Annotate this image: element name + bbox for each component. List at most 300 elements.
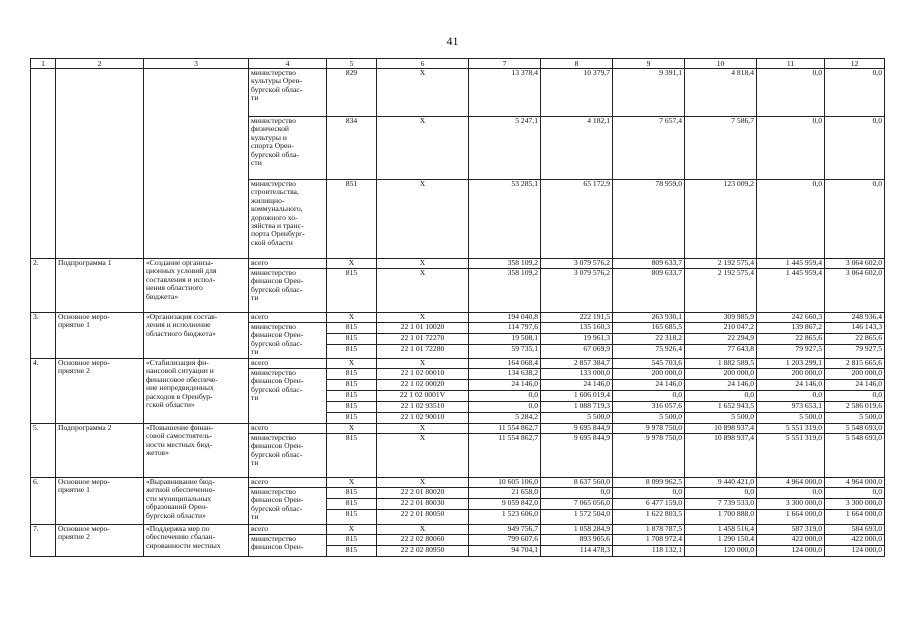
value-cell-text: 1 700 888,0 [717, 509, 754, 518]
value-cell [541, 478, 613, 488]
kbk-cell [377, 323, 469, 334]
name-cell [144, 424, 249, 478]
value-cell-text: 2 586 019,6 [845, 401, 882, 410]
code-cell [327, 313, 377, 323]
value-cell [825, 391, 885, 402]
value-cell [613, 117, 685, 180]
value-cell-text: 19 961,3 [583, 333, 610, 342]
kbk-cell-text: X [419, 423, 426, 432]
code-cell [327, 380, 377, 391]
value-cell [685, 535, 757, 546]
value-cell-text: 210 047,2 [723, 322, 754, 331]
number-cell-text: 3. [33, 312, 39, 321]
kbk-cell-text: 22 2 02 80950 [400, 545, 445, 554]
code-cell [327, 180, 377, 259]
value-cell-text: 0,0 [872, 68, 882, 77]
kbk-cell [377, 313, 469, 323]
value-cell-text: 114 797,6 [507, 322, 538, 331]
value-cell-text: 949 756,7 [507, 524, 538, 533]
name-cell [144, 359, 249, 424]
value-cell [613, 345, 685, 359]
value-cell [685, 510, 757, 525]
number-cell-text: 4. [33, 358, 39, 367]
status-cell-text: Подпрограмма 1 [58, 258, 112, 267]
value-cell [613, 313, 685, 323]
value-cell [825, 369, 885, 380]
value-cell-text: 5 500,0 [799, 412, 822, 421]
table-row [31, 69, 885, 117]
value-cell-text: 165 685,5 [651, 322, 682, 331]
value-cell [613, 369, 685, 380]
value-cell-text: 316 057,6 [651, 401, 682, 410]
value-cell-text: 1 058 284,9 [573, 524, 610, 533]
value-cell [825, 334, 885, 345]
value-cell-text: 7 586,7 [731, 116, 754, 125]
value-cell [825, 510, 885, 525]
value-cell [613, 391, 685, 402]
value-cell-text: 123 009,2 [723, 179, 754, 188]
col-header: 6 [377, 59, 469, 69]
value-cell-text: 10 379,7 [583, 68, 610, 77]
value-cell [685, 259, 757, 269]
value-cell [825, 488, 885, 499]
org-cell-text: министерство строительства, жилищно- коммунального, дорожного хо- зяйства и транс- порта Оренбург- ской области [251, 179, 305, 247]
value-cell-text: 3 079 576,2 [573, 258, 610, 267]
value-cell-text: 114 478,3 [579, 545, 610, 554]
value-cell-text: 809 633,7 [651, 258, 682, 267]
name-cell [144, 259, 249, 313]
number-cell [31, 424, 56, 478]
kbk-cell-text: X [419, 312, 426, 321]
value-cell-text: 10 898 937,4 [714, 423, 754, 432]
kbk-cell-text: X [419, 358, 426, 367]
value-cell [541, 402, 613, 413]
value-cell [541, 391, 613, 402]
value-cell [685, 402, 757, 413]
org-cell-text: министерство финансов Орен- бургской облас- ти [251, 368, 304, 403]
value-cell-text: 5 548 693,0 [845, 433, 882, 442]
value-cell-text: 1 290 150,4 [717, 534, 754, 543]
value-cell-text: 118 132,1 [651, 545, 682, 554]
value-cell [757, 478, 825, 488]
col-header: 9 [613, 59, 685, 69]
value-cell [757, 180, 825, 259]
value-cell-text: 75 926,4 [655, 344, 682, 353]
kbk-cell-text: 22 1 02 00020 [400, 379, 445, 388]
org-cell [249, 269, 327, 313]
value-cell-text: 9 391,1 [659, 68, 682, 77]
status-cell [56, 525, 144, 557]
value-cell-text: 7 657,4 [659, 116, 682, 125]
value-cell [685, 369, 757, 380]
value-cell-text: 0,0 [872, 116, 882, 125]
code-cell [327, 488, 377, 499]
value-cell-text: 124 000,0 [791, 545, 822, 554]
value-cell [825, 269, 885, 313]
org-cell [249, 117, 327, 180]
value-cell-text: 2 192 575,4 [717, 268, 754, 277]
value-cell [685, 380, 757, 391]
table-row [31, 478, 885, 488]
value-cell-text: 4 964 000,0 [785, 477, 822, 486]
value-cell-text: 4 964 000,0 [845, 477, 882, 486]
value-cell-text: 0,0 [672, 390, 682, 399]
value-cell-text: 2 192 575,4 [717, 258, 754, 267]
code-cell [327, 259, 377, 269]
kbk-cell-text: 22 1 01 72280 [400, 344, 445, 353]
value-cell [757, 369, 825, 380]
code-cell [327, 391, 377, 402]
value-cell [613, 424, 685, 434]
org-cell-text: министерство культуры Орен- бургской облас- ти [251, 68, 303, 103]
org-cell [249, 359, 327, 369]
value-cell [825, 546, 885, 557]
code-cell-text: 815 [345, 509, 358, 518]
value-cell-text: 79 927,5 [795, 344, 822, 353]
value-cell-text: 584 693,0 [851, 524, 882, 533]
org-cell-text: министерство финансов Орен- бургской облас- ти [251, 322, 304, 357]
kbk-cell [377, 478, 469, 488]
value-cell [613, 323, 685, 334]
value-cell [757, 313, 825, 323]
org-cell [249, 69, 327, 117]
kbk-cell [377, 345, 469, 359]
name-cell [144, 69, 249, 259]
value-cell [825, 413, 885, 424]
org-cell [249, 525, 327, 535]
org-cell [249, 488, 327, 525]
kbk-cell-text: X [419, 268, 426, 277]
value-cell [685, 334, 757, 345]
code-cell-text: 834 [345, 116, 358, 125]
value-cell-text: 0,0 [872, 179, 882, 188]
kbk-cell [377, 391, 469, 402]
table-row [31, 259, 885, 269]
code-cell-text: 851 [345, 179, 358, 188]
value-cell [613, 525, 685, 535]
value-cell-text: 164 068,4 [507, 358, 538, 367]
value-cell-text: 5 500,0 [587, 412, 610, 421]
value-cell-text: 11 554 862,7 [498, 423, 538, 432]
kbk-cell-text: 22 1 02 93510 [400, 401, 445, 410]
value-cell [469, 510, 541, 525]
table-row [31, 424, 885, 434]
value-cell [685, 478, 757, 488]
status-cell-text: Основное меро- приятие 1 [58, 477, 110, 495]
code-cell [327, 69, 377, 117]
kbk-cell-text: 22 2 01 80030 [400, 498, 445, 507]
org-cell-text: всего [251, 423, 269, 432]
value-cell-text: 22 294,9 [727, 333, 754, 342]
kbk-cell-text: 22 1 02 00010 [400, 368, 445, 377]
number-cell-text: 5. [33, 423, 39, 432]
org-cell-text: министерство физической культуры и спорта Орен- бургской обла- сти [251, 116, 299, 168]
kbk-cell-text: 22 1 01 72270 [400, 333, 445, 342]
value-cell-text: 0,0 [872, 390, 882, 399]
kbk-cell-text: X [419, 116, 426, 125]
value-cell-text: 809 633,7 [651, 268, 682, 277]
name-cell-text: «Создание организа- ционных условий для составления и испол- нения областного бюджета» [146, 258, 217, 301]
value-cell [541, 525, 613, 535]
value-cell-text: 422 000,0 [791, 534, 822, 543]
table-row [31, 313, 885, 323]
value-cell [757, 269, 825, 313]
value-cell [541, 488, 613, 499]
value-cell [469, 369, 541, 380]
value-cell-text: 200 000,0 [723, 368, 754, 377]
value-cell-text: 22 318,2 [655, 333, 682, 342]
code-cell-text: 815 [345, 368, 358, 377]
col-header: 12 [825, 59, 885, 69]
code-cell-text: 815 [345, 333, 358, 342]
status-cell-text: Основное меро- приятие 2 [58, 524, 110, 542]
kbk-cell-text: 22 2 01 80050 [400, 509, 445, 518]
name-cell-text: «Выравнивание бюд- жетной обеспеченно- сти муниципальных образований Орен- бургской области» [146, 477, 216, 520]
org-cell [249, 180, 327, 259]
code-cell-text: 815 [345, 498, 358, 507]
value-cell-text: 3 300 000,0 [785, 498, 822, 507]
org-cell-text: всего [251, 258, 269, 267]
value-cell-text: 9 695 844,9 [573, 433, 610, 442]
value-cell-text: 1 882 589,5 [717, 358, 754, 367]
value-cell-text: 53 285,1 [511, 179, 538, 188]
value-cell-text: 7 739 533,0 [717, 498, 754, 507]
name-cell-text: «Организация состав- ления и исполнение областного бюджета» [146, 312, 218, 338]
value-cell [541, 345, 613, 359]
value-cell [541, 413, 613, 424]
value-cell [541, 269, 613, 313]
value-cell [757, 546, 825, 557]
value-cell-text: 139 867,2 [791, 322, 822, 331]
value-cell-text: 2 857 384,7 [573, 358, 610, 367]
value-cell-text: 973 653,1 [791, 401, 822, 410]
kbk-cell-text: 22 2 01 80020 [400, 487, 445, 496]
col-header: 2 [56, 59, 144, 69]
value-cell [541, 424, 613, 434]
status-cell [56, 359, 144, 424]
value-cell [757, 402, 825, 413]
value-cell [685, 488, 757, 499]
value-cell-text: 24 146,0 [727, 379, 754, 388]
value-cell-text: 3 064 602,0 [845, 268, 882, 277]
col-header: 10 [685, 59, 757, 69]
col-header: 3 [144, 59, 249, 69]
value-cell-text: 1 523 606,0 [501, 509, 538, 518]
value-cell [757, 510, 825, 525]
value-cell [613, 478, 685, 488]
value-cell-text: 124 000,0 [851, 545, 882, 554]
value-cell [685, 69, 757, 117]
code-cell [327, 323, 377, 334]
value-cell-text: 0,0 [812, 487, 822, 496]
value-cell [757, 380, 825, 391]
status-cell [56, 424, 144, 478]
code-cell-text: 815 [345, 433, 358, 442]
code-cell [327, 434, 377, 478]
value-cell-text: 4 818,4 [731, 68, 754, 77]
value-cell [825, 434, 885, 478]
name-cell-text: «Поддержка мер по обеспечению сбалан- сированности местных [146, 524, 221, 550]
value-cell [469, 525, 541, 535]
name-cell-text: «Стабилизация фи- нансовой ситуации и финансовое обеспече- ние непредвиденных расходов в Оренбур- гской области» [146, 358, 218, 410]
value-cell-text: 0,0 [872, 487, 882, 496]
code-cell-text: X [348, 258, 355, 267]
value-cell [825, 380, 885, 391]
value-cell-text: 309 985,9 [723, 312, 754, 321]
kbk-cell [377, 488, 469, 499]
value-cell-text: 134 638,2 [507, 368, 538, 377]
value-cell [469, 478, 541, 488]
kbk-cell [377, 369, 469, 380]
value-cell-text: 1 445 959,4 [785, 258, 822, 267]
kbk-cell [377, 535, 469, 546]
kbk-cell [377, 380, 469, 391]
value-cell [825, 313, 885, 323]
value-cell [541, 546, 613, 557]
value-cell-text: 1 652 943,5 [717, 401, 754, 410]
value-cell-text: 0,0 [812, 390, 822, 399]
value-cell-text: 5 500,0 [659, 412, 682, 421]
code-cell [327, 402, 377, 413]
value-cell-text: 1 664 000,0 [785, 509, 822, 518]
number-cell [31, 69, 56, 259]
value-cell-text: 24 146,0 [655, 379, 682, 388]
code-cell-text: X [348, 423, 355, 432]
kbk-cell-text: 22 2 02 80060 [400, 534, 445, 543]
status-cell [56, 69, 144, 259]
value-cell-text: 222 191,5 [579, 312, 610, 321]
value-cell [541, 380, 613, 391]
value-cell [825, 424, 885, 434]
kbk-cell-text: 22 1 01 10020 [400, 322, 445, 331]
value-cell-text: 9 440 421,0 [717, 477, 754, 486]
value-cell [685, 345, 757, 359]
value-cell [469, 180, 541, 259]
value-cell-text: 135 160,3 [579, 322, 610, 331]
code-cell [327, 478, 377, 488]
value-cell-text: 77 643,8 [727, 344, 754, 353]
number-cell [31, 359, 56, 424]
kbk-cell [377, 334, 469, 345]
value-cell [469, 413, 541, 424]
value-cell-text: 1 572 504,0 [573, 509, 610, 518]
value-cell [469, 359, 541, 369]
value-cell-text: 3 064 602,0 [845, 258, 882, 267]
value-cell [825, 478, 885, 488]
org-cell [249, 313, 327, 323]
value-cell [469, 117, 541, 180]
value-cell [685, 117, 757, 180]
value-cell-text: 0,0 [672, 487, 682, 496]
kbk-cell [377, 402, 469, 413]
org-cell [249, 535, 327, 557]
value-cell [541, 259, 613, 269]
value-cell [757, 259, 825, 269]
value-cell-text: 358 109,2 [507, 268, 538, 277]
value-cell [541, 180, 613, 259]
value-cell [541, 369, 613, 380]
value-cell [757, 359, 825, 369]
value-cell [685, 413, 757, 424]
value-cell-text: 24 146,0 [583, 379, 610, 388]
org-cell-text: министерство финансов Орен- бургской облас- ти [251, 268, 304, 303]
status-cell-text: Подпрограмма 2 [58, 423, 112, 432]
value-cell-text: 0,0 [812, 179, 822, 188]
number-cell-text: 7. [33, 524, 39, 533]
value-cell [757, 334, 825, 345]
value-cell-text: 1 445 959,4 [785, 268, 822, 277]
value-cell [613, 488, 685, 499]
value-cell-text: 358 109,2 [507, 258, 538, 267]
value-cell-text: 133 000,0 [579, 368, 610, 377]
value-cell-text: 1 622 803,5 [645, 509, 682, 518]
value-cell-text: 67 069,9 [583, 344, 610, 353]
code-cell [327, 499, 377, 510]
kbk-cell [377, 413, 469, 424]
code-cell [327, 424, 377, 434]
value-cell [825, 535, 885, 546]
number-cell [31, 478, 56, 525]
value-cell-text: 422 000,0 [851, 534, 882, 543]
value-cell [613, 180, 685, 259]
value-cell-text: 22 865,6 [795, 333, 822, 342]
code-cell [327, 359, 377, 369]
kbk-cell [377, 434, 469, 478]
value-cell [541, 323, 613, 334]
kbk-cell-text: 22 1 02 0001V [399, 390, 446, 399]
value-cell [685, 269, 757, 313]
value-cell-text: 22 865,6 [855, 333, 882, 342]
org-cell-text: всего [251, 312, 269, 321]
code-cell [327, 117, 377, 180]
value-cell-text: 799 607,6 [507, 534, 538, 543]
value-cell [613, 359, 685, 369]
value-cell [613, 546, 685, 557]
value-cell [613, 259, 685, 269]
value-cell [541, 510, 613, 525]
value-cell-text: 9 695 844,9 [573, 423, 610, 432]
value-cell-text: 5 247,1 [515, 116, 538, 125]
value-cell [469, 488, 541, 499]
kbk-cell-text: 22 1 02 90010 [400, 412, 445, 421]
value-cell [685, 525, 757, 535]
org-cell-text: министерство финансов Орен- бургской облас- ти [251, 487, 304, 522]
number-cell-text: 2. [33, 258, 39, 267]
code-cell-text: 815 [345, 322, 358, 331]
value-cell [757, 117, 825, 180]
name-cell [144, 525, 249, 557]
number-cell-text: 6. [33, 477, 39, 486]
value-cell [825, 69, 885, 117]
value-cell-text: 0,0 [812, 68, 822, 77]
code-cell-text: 829 [345, 68, 358, 77]
value-cell [825, 259, 885, 269]
value-cell-text: 9 978 750,0 [645, 423, 682, 432]
value-cell [469, 402, 541, 413]
value-cell [685, 499, 757, 510]
value-cell-text: 248 936,4 [851, 312, 882, 321]
value-cell [613, 334, 685, 345]
code-cell-text: 815 [345, 344, 358, 353]
value-cell [825, 525, 885, 535]
name-cell [144, 313, 249, 359]
value-cell [825, 345, 885, 359]
value-cell-text: 1 203 299,1 [785, 358, 822, 367]
value-cell-text: 11 554 862,7 [498, 433, 538, 442]
kbk-cell-text: X [419, 258, 426, 267]
org-cell-text: всего [251, 358, 269, 367]
value-cell-text: 200 000,0 [651, 368, 682, 377]
